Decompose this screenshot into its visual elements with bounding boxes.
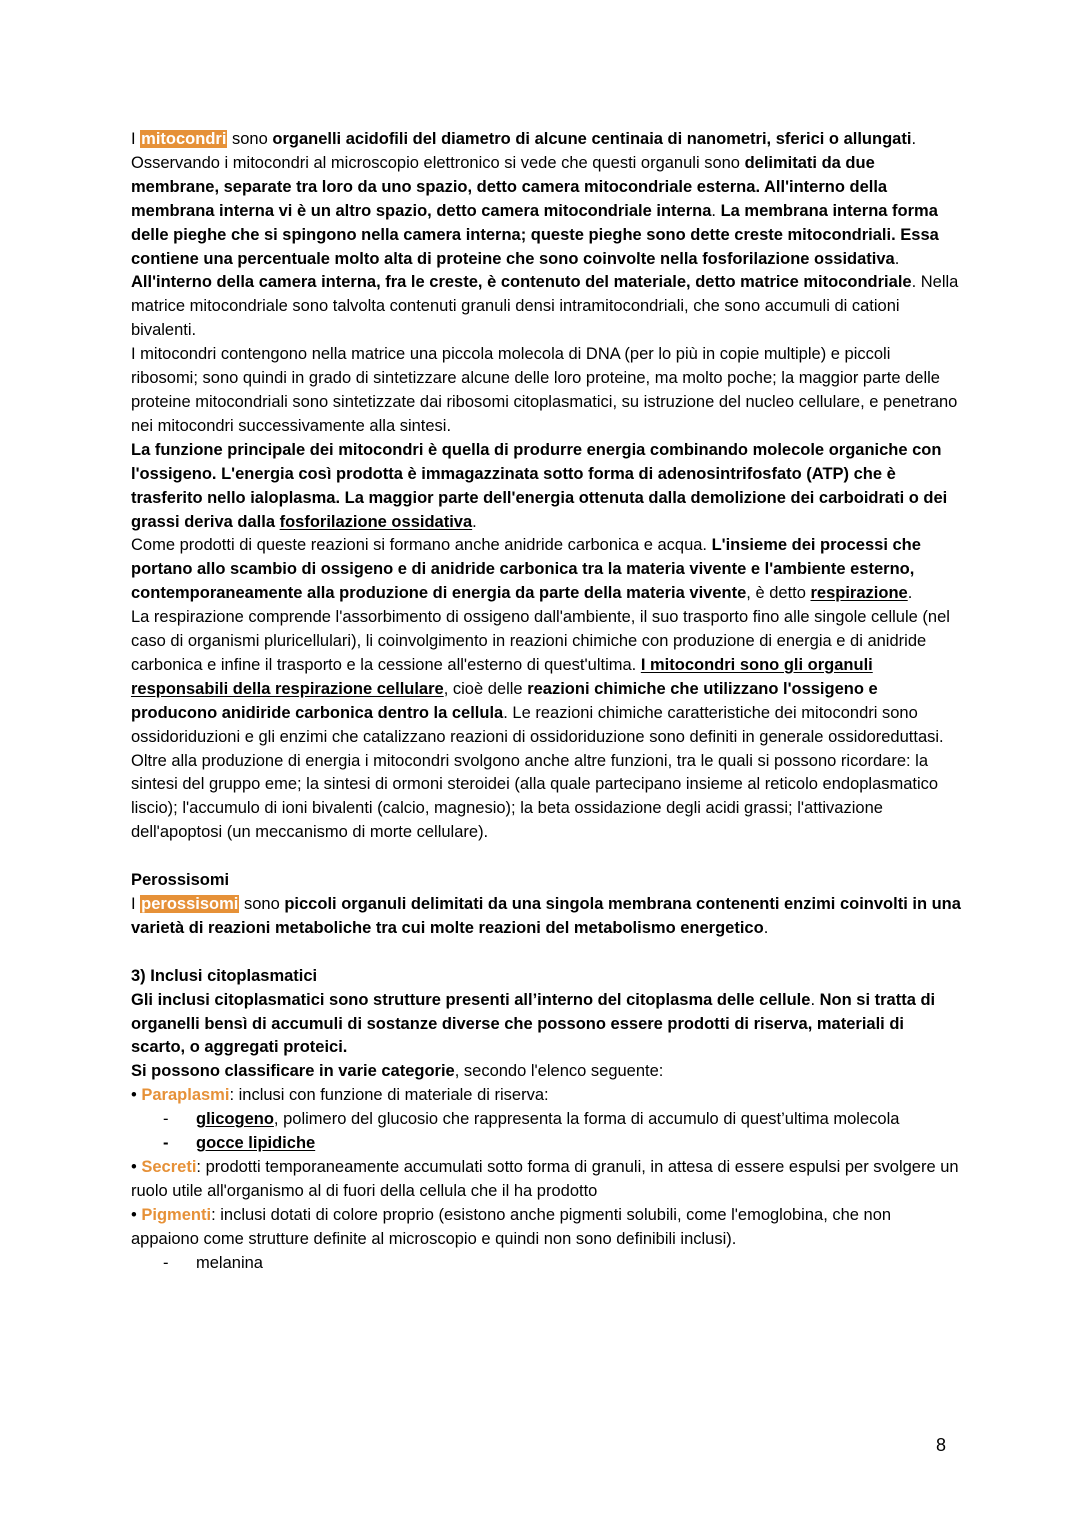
bold-text-run: organelli acidofili del diametro di alcune centinaia di nanometri, sferici o allungati — [272, 130, 912, 148]
text-run: • — [131, 1086, 142, 1105]
text-run: I — [131, 130, 141, 148]
text-run: , polimero del glucosio che rappresenta la forma di accumulo di quest’ultima molecola — [273, 1110, 900, 1129]
text-run: . — [472, 512, 477, 531]
text-run: : inclusi con funzione di materiale di riserva: — [229, 1086, 549, 1105]
spacer — [131, 941, 961, 965]
respirazione-description-paragraph — [131, 606, 961, 749]
text-run: . — [810, 990, 820, 1009]
list-dash: - — [163, 1253, 169, 1272]
text-run: : prodotti temporaneamente accumulati sotto forma di granuli, in attesa di essere espulsi per svolgere un ruolo utile all'organismo al di fuori della cellula che il ha prodotto — [131, 1157, 959, 1200]
bold-text-run: piccoli organuli delimitati da una singola membrana contenenti enzimi coinvolti in una varietà di reazioni metaboliche tra cui molte reazioni del metabolismo energetico — [131, 894, 961, 937]
text-run: • — [131, 1157, 142, 1176]
pigmenti-bullet — [131, 1204, 961, 1252]
underlined-term: gocce lipidiche — [196, 1134, 316, 1153]
page-number: 8 — [936, 1435, 947, 1455]
text-run: La respirazione comprende l'assorbimento di ossigeno dall'ambiente, il suo trasporto fino alle singole cellule (nel caso di organismi pluricellulari), li coinvolgimento in reazioni chimiche con produzione di energia e di anidride carbonica e infine il trasporto e la cessione all'esterno di quest'ultima. — [131, 608, 950, 674]
text-run: , cioè delle — [443, 679, 528, 698]
secreti-bullet — [131, 1156, 961, 1204]
bold-text-run: La membrana interna forma delle pieghe che si spingono nella camera interna; queste pieghe sono dette creste mitocondriali. Essa contiene una percentuale molto alta di proteine che sono coinvolte nella fosforilazione ossidativa — [131, 201, 939, 268]
text-run: Oltre alla produzione di energia i mitocondri svolgono anche altre funzioni, tra le quali si possono ricordare: la sintesi del gruppo eme; la sintesi di ormoni steroidei (alla quale partecipano insieme al reticolo endoplasmatico liscio); l'accumulo di ioni bivalenti (calcio, magnesio); la beta ossidazione degli acidi grassi; l'attivazione dell'apoptosi (un meccanismo di morte cellulare). — [131, 751, 939, 842]
bold-text-run: reazioni chimiche che utilizzano l'ossigeno e producono anidiride carbonica dentro la cellula — [131, 679, 878, 722]
text-run: . — [907, 584, 913, 603]
text-run: , secondo l'elenco seguente: — [454, 1062, 664, 1081]
underlined-term: glicogeno — [196, 1110, 274, 1129]
bold-text-run: La funzione principale dei mitocondri è quella di produrre energia combinando molecole organiche con l'ossigeno. L'energia così prodotta è immagazzinata sotto forma di adenosintrifosfato (ATP) che è trasferito nello ialoplasma. La maggior parte dell'energia ottenuta dalla demolizione dei carboidrati o dei grassi deriva dalla — [131, 440, 948, 531]
bold-text-run: L'insieme dei processi che portano allo scambio di ossigeno e di anidride carbonica tra la materia vivente e l'ambiente esterno, contemporaneamente alla produzione di energia da parte della materia vivente — [131, 536, 921, 603]
bold-text-run: Si possono classificare in varie categorie — [131, 1062, 455, 1081]
paraplasmi-sublist — [131, 1108, 961, 1156]
document-page — [131, 128, 961, 1275]
list-item — [131, 1132, 961, 1156]
bold-text-run: Gli inclusi citoplasmatici sono strutture presenti all’interno del citoplasma delle cellule — [131, 990, 811, 1009]
text-run: • — [131, 1205, 142, 1224]
text-run: , è detto — [746, 584, 811, 603]
text-run: sono — [227, 130, 273, 148]
bold-text-run: All'interno della camera interna, fra le creste, è contenuto del materiale, detto matrice mitocondriale — [131, 273, 912, 292]
category-label: Secreti — [141, 1157, 197, 1176]
text-run: I — [131, 894, 141, 913]
text-run: . — [711, 201, 721, 220]
text-run: . Le reazioni chimiche caratteristiche dei mitocondri sono ossidoriduzioni e gli enzimi che catalizzano reazioni di ossidoriduzione sono definiti in generale ossidoreduttasi. — [131, 703, 944, 746]
list-item-text — [196, 1132, 961, 1156]
text-run: melanina — [196, 1253, 263, 1272]
inclusi-definition-paragraph — [131, 989, 961, 1061]
text-run: . — [894, 249, 900, 268]
pigmenti-sublist — [131, 1252, 961, 1276]
list-item-text — [196, 1252, 961, 1276]
text-run: Come prodotti di queste reazioni si formano anche anidride carbonica e acqua. — [131, 536, 712, 555]
list-dash: - — [163, 1134, 169, 1153]
paraplasmi-bullet — [131, 1084, 961, 1108]
mitocondri-other-functions-paragraph — [131, 750, 961, 846]
respirazione-definition-paragraph — [131, 534, 961, 606]
underlined-term: respirazione — [810, 584, 908, 603]
inclusi-classification-paragraph — [131, 1060, 961, 1084]
perossisomi-heading: Perossisomi — [131, 871, 230, 890]
perossisomi-paragraph — [131, 893, 961, 941]
list-item-text — [196, 1108, 961, 1132]
list-item — [131, 1252, 961, 1276]
mitocondri-function-paragraph — [131, 439, 961, 535]
underlined-term: I mitocondri sono gli organuli responsabili della respirazione cellulare — [131, 655, 873, 698]
text-run: . — [763, 918, 769, 937]
highlighted-term: perossisomi — [141, 894, 239, 913]
text-run: I mitocondri contengono nella matrice una piccola molecola di DNA (per lo più in copie multiple) e piccoli ribosomi; sono quindi in grado di sintetizzare alcune delle loro proteine, ma molto poche; la maggior parte delle proteine mitocondriali sono sintetizzate dai ribosomi citoplasmatici, su istruzione del nucleo cellulare, e penetrano nei mitocondri successivamente alla sintesi. — [131, 345, 958, 435]
category-label: Pigmenti — [141, 1205, 212, 1224]
text-run: . Osservando i mitocondri al microscopio elettronico si vede che questi organuli sono — [131, 130, 917, 172]
highlighted-term: mitocondri — [141, 130, 227, 148]
underlined-term: fosforilazione ossidativa — [279, 512, 473, 531]
bold-text-run: Non si tratta di organelli bensì di accumuli di sostanze diverse che possono essere prodotti di riserva, materiali di scarto, o aggregati proteici. — [131, 990, 936, 1057]
inclusi-heading: 3) Inclusi citoplasmatici — [131, 966, 318, 985]
mitocondri-intro-paragraph — [131, 128, 961, 343]
mitocondri-dna-paragraph — [131, 343, 961, 439]
text-run: sono — [239, 894, 285, 913]
list-dash: - — [163, 1110, 169, 1129]
text-run: . Nella matrice mitocondriale sono talvolta contenuti granuli densi intramitocondriali, che sono accumuli di cationi bivalenti. — [131, 273, 959, 340]
text-run: : inclusi dotati di colore proprio (esistono anche pigmenti solubili, come l'emoglobina, che non appaiono come strutture definite al microscopio e quindi non sono definibili inclusi). — [131, 1205, 892, 1248]
bold-text-run: delimitati da due membrane, separate tra loro da uno spazio, detto camera mitocondriale esterna. All'interno della membrana interna vi è un altro spazio, detto camera mitocondriale interna — [131, 153, 888, 220]
list-item — [131, 1108, 961, 1132]
category-label: Paraplasmi — [141, 1086, 230, 1105]
spacer — [131, 845, 961, 869]
